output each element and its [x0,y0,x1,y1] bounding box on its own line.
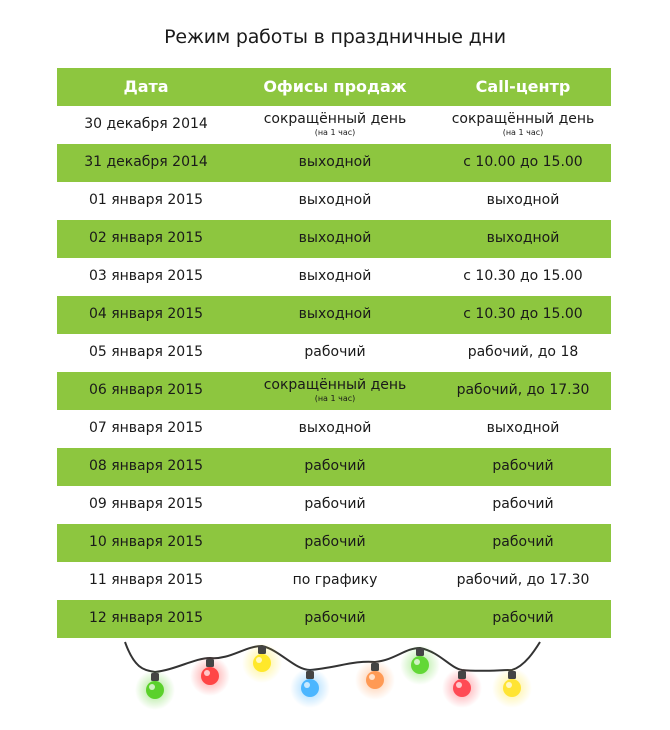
date-cell [57,497,235,512]
office-cell-value: рабочий [304,496,366,513]
call-center-cell [435,345,611,360]
office-cell [235,535,435,550]
date-cell [57,345,235,360]
table-row [57,562,611,600]
date-cell-value: 03 января 2015 [88,268,204,285]
office-cell-value: рабочий [304,344,366,361]
call-center-cell [435,269,611,284]
date-cell-value: 31 декабря 2014 [84,154,208,171]
date-cell [57,535,235,550]
light-bulb-icon [400,645,440,685]
date-cell [57,193,235,208]
office-cell-value: рабочий [304,458,366,475]
call-center-cell [435,459,611,474]
call-center-cell-value: рабочий, до 17.30 [456,572,590,589]
date-cell [57,611,235,626]
date-cell-value: 12 января 2015 [88,610,204,627]
office-cell [235,378,435,403]
table-row [57,144,611,182]
date-cell [57,573,235,588]
call-center-cell [435,611,611,626]
date-cell [57,307,235,322]
office-cell-value: выходной [298,420,372,437]
call-center-cell-value: выходной [486,420,560,437]
office-cell-value: по графику [292,572,378,589]
date-cell [57,459,235,474]
table-row [57,334,611,372]
office-cell-value: выходной [298,154,372,171]
call-center-cell-value: с 10.00 до 15.00 [463,154,583,171]
page-title: Режим работы в праздничные дни [164,26,506,48]
date-cell [57,383,235,398]
call-center-cell [435,193,611,208]
table-row [57,410,611,448]
office-cell [235,155,435,170]
date-cell-value: 05 января 2015 [88,344,204,361]
light-bulb-icon [242,643,282,683]
office-cell-value: рабочий [304,610,366,627]
date-cell-value: 07 января 2015 [88,420,204,437]
office-cell [235,497,435,512]
table-row [57,106,611,144]
call-center-cell-value: рабочий, до 17.30 [456,382,590,399]
column-header-date: Дата [123,77,169,97]
light-bulb-icon [290,668,330,708]
table-row [57,524,611,562]
office-cell [235,421,435,436]
date-cell-value: 01 января 2015 [88,192,204,209]
table-row [57,448,611,486]
call-center-cell-value: рабочий [492,610,554,627]
date-cell [57,421,235,436]
office-cell-value: выходной [298,230,372,247]
garland-wire [125,642,540,672]
call-center-cell-value: рабочий [492,534,554,551]
call-center-cell [435,155,611,170]
call-center-cell-value: рабочий [492,458,554,475]
office-cell-note: (на 1 час) [314,393,356,403]
office-cell-value: сокращённый день [263,111,407,128]
call-center-cell [435,535,611,550]
light-bulb-icon [135,670,175,710]
date-cell-value: 10 января 2015 [88,534,204,551]
office-cell-value: выходной [298,192,372,209]
call-center-cell [435,307,611,322]
call-center-cell [435,421,611,436]
office-cell [235,112,435,137]
light-bulb-icon [355,660,395,700]
garland-lights-icon [0,630,670,730]
call-center-cell-value: рабочий, до 18 [467,344,579,361]
date-cell [57,155,235,170]
date-cell-value: 08 января 2015 [88,458,204,475]
office-cell-value: выходной [298,306,372,323]
office-cell [235,231,435,246]
call-center-cell-value: сокращённый день [451,111,595,128]
office-cell [235,269,435,284]
office-cell-value: рабочий [304,534,366,551]
call-center-cell [435,573,611,588]
call-center-cell-value: с 10.30 до 15.00 [463,268,583,285]
office-cell [235,193,435,208]
column-header-offices: Офисы продаж [263,77,407,97]
light-bulb-icon [442,668,482,708]
date-cell [57,269,235,284]
date-cell-value: 09 января 2015 [88,496,204,513]
table-row [57,486,611,524]
office-cell-value: выходной [298,268,372,285]
call-center-cell-value: с 10.30 до 15.00 [463,306,583,323]
table-row [57,220,611,258]
table-row [57,372,611,410]
call-center-cell-value: выходной [486,230,560,247]
light-bulb-icon [190,656,230,696]
office-cell [235,345,435,360]
table-row [57,258,611,296]
call-center-cell-value: выходной [486,192,560,209]
call-center-cell [435,383,611,398]
date-cell [57,231,235,246]
office-cell [235,459,435,474]
table-row [57,296,611,334]
date-cell-value: 02 января 2015 [88,230,204,247]
date-cell-value: 04 января 2015 [88,306,204,323]
office-cell-value: сокращённый день [263,377,407,394]
date-cell-value: 30 декабря 2014 [84,116,208,133]
column-header-call-center: Call-центр [475,77,571,97]
holiday-schedule-table [57,68,611,638]
call-center-cell-note: (на 1 час) [502,127,544,137]
office-cell [235,611,435,626]
call-center-cell-value: рабочий [492,496,554,513]
table-row [57,182,611,220]
office-cell [235,307,435,322]
date-cell-value: 06 января 2015 [88,382,204,399]
call-center-cell [435,231,611,246]
table-header-row [57,68,611,106]
date-cell [57,117,235,132]
light-bulb-icon [492,668,532,708]
office-cell-note: (на 1 час) [314,127,356,137]
office-cell [235,573,435,588]
date-cell-value: 11 января 2015 [88,572,204,589]
call-center-cell [435,497,611,512]
table-body [57,106,611,638]
call-center-cell [435,112,611,137]
